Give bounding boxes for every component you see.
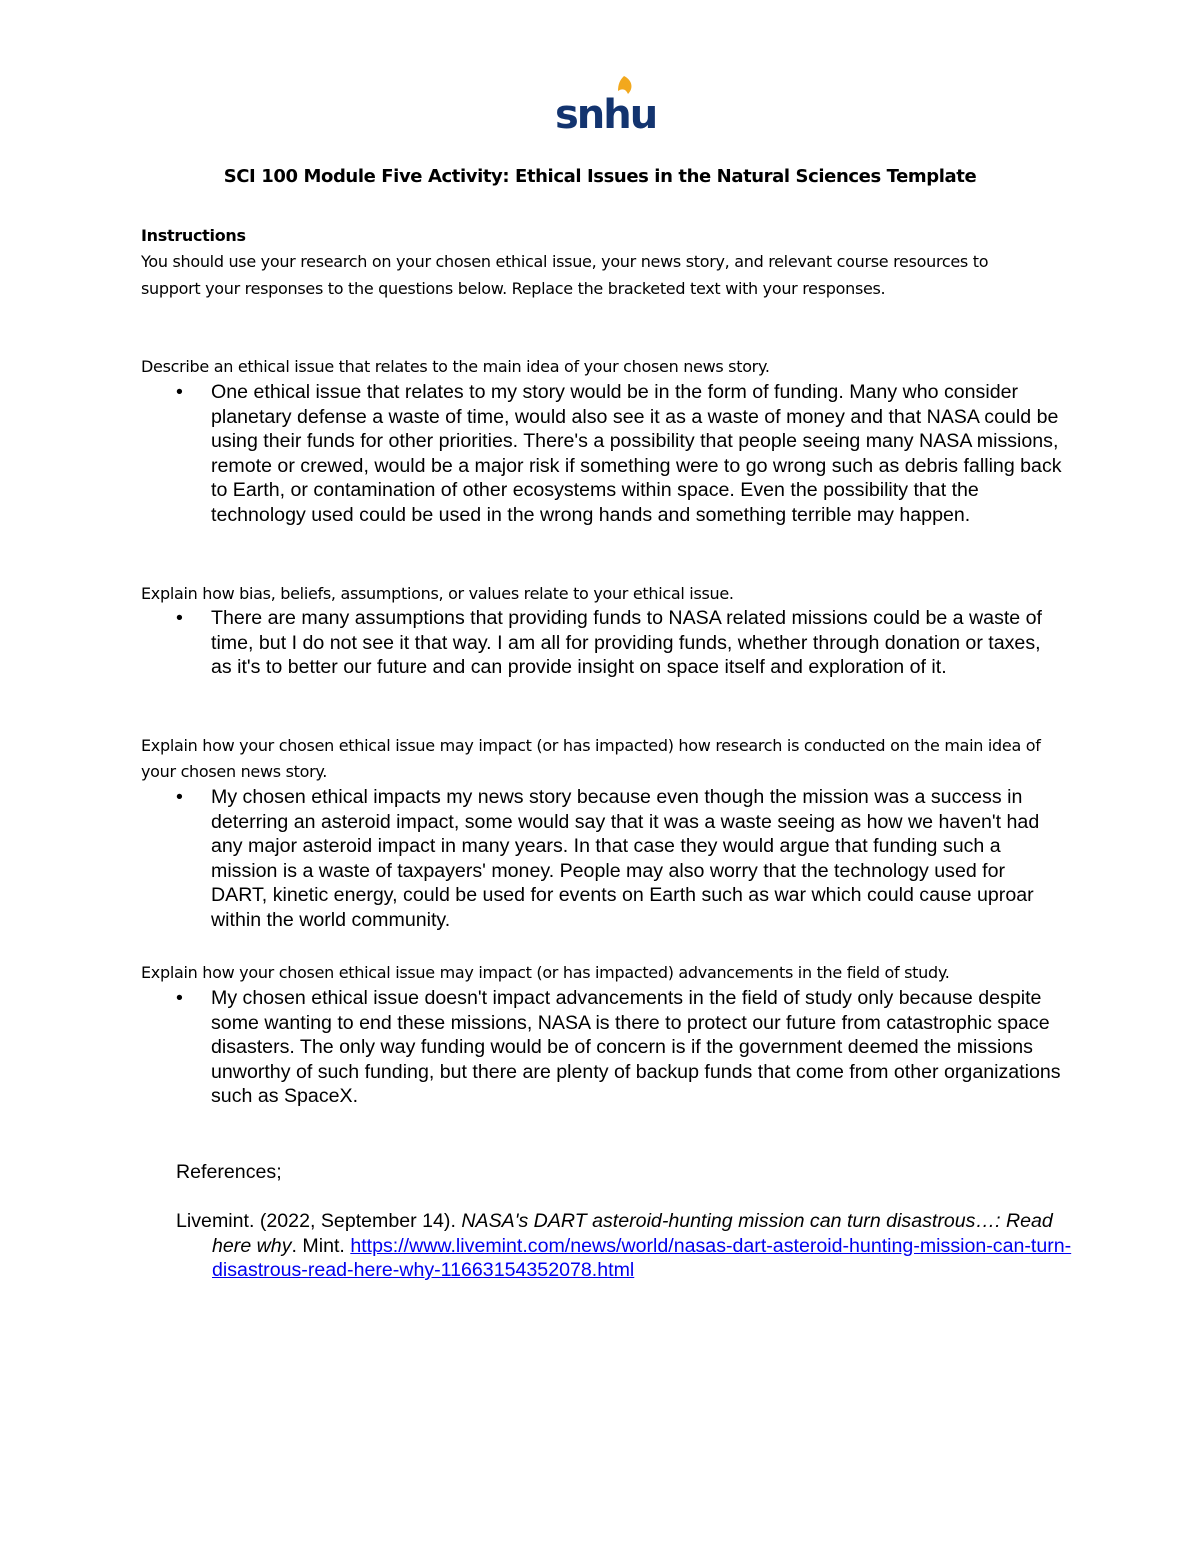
reference-source: . Mint. <box>291 1234 351 1257</box>
instructions-body: You should use your research on your chosen ethical issue, your news story, and relevant course resources to support your responses to the questions below. Replace the bracketed text with your responses. <box>141 252 989 298</box>
answer-4-text: My chosen ethical issue doesn't impact advancements in the field of study only because despite some wanting to end these missions, NASA is there to protect our future from catastrophic space disasters. The only way funding would be of concern is if the government deemed the missions unworthy of such funding, but there are plenty of backup funds that come from other organizations such as SpaceX. <box>211 987 1061 1108</box>
answer-1-text: One ethical issue that relates to my story would be in the form of funding. Many who consider planetary defense a waste of time, would also see it as a waste of money and that NASA could be using their funds for other priorities. There's a possibility that people seeing many NASA missions, remote or crewed, would be a major risk if something were to go wrong such as debris falling back to Earth, or contamination of other ecosystems within space. Even the possibility that the technology used could be used in the wrong hands and something terrible may happen. <box>211 381 1062 526</box>
bullet-icon: • <box>176 381 183 403</box>
reference-title: NASA's DART asteroid-hunting mission can turn disastrous…: Read here why <box>212 1210 1053 1257</box>
reference-entry <box>176 1209 1092 1283</box>
bullet-icon: • <box>176 786 183 808</box>
answer-3-text: My chosen ethical impacts my news story because even though the mission was a success in deterring an asteroid impact, some would say that it was a waste seeing as how we haven't had any major asteroid impact in many years. In that case they would argue that funding such a mission is a waste of taxpayers' money. People may also worry that the technology used for DART, kinetic energy, could be used for events on Earth such as war which could cause uproar within the world community. <box>211 786 1040 931</box>
bullet-icon: • <box>176 607 183 629</box>
references-heading: References; <box>176 1161 282 1183</box>
reference-link[interactable]: https://www.livemint.com/news/world/nasas-dart-asteroid-hunting-mission-can-turn-disastrous-read-here-why-11663154352078.html <box>212 1234 1072 1282</box>
instructions-heading: Instructions <box>141 226 246 245</box>
logo-text: snhu <box>555 92 657 138</box>
snhu-logo <box>552 72 657 138</box>
question-2: Explain how bias, beliefs, assumptions, or values relate to your ethical issue. <box>141 584 734 603</box>
question-4: Explain how your chosen ethical issue may impact (or has impacted) advancements in the field of study. <box>141 963 950 982</box>
page-title: SCI 100 Module Five Activity: Ethical Issues in the Natural Sciences Template <box>223 166 977 187</box>
question-1: Describe an ethical issue that relates to the main idea of your chosen news story. <box>141 357 770 376</box>
answer-2-text: There are many assumptions that providing funds to NASA related missions could be a waste of time, but I do not see it that way. I am all for providing funds, whether through donation or taxes, as it's to better our future and can provide insight on space itself and exploration of it. <box>211 607 1042 679</box>
question-3: Explain how your chosen ethical issue may impact (or has impacted) how research is conducted on the main idea of your chosen news story. <box>141 736 1041 781</box>
bullet-icon: • <box>176 987 183 1009</box>
reference-author-date: Livemint. (2022, September 14). <box>176 1210 462 1232</box>
